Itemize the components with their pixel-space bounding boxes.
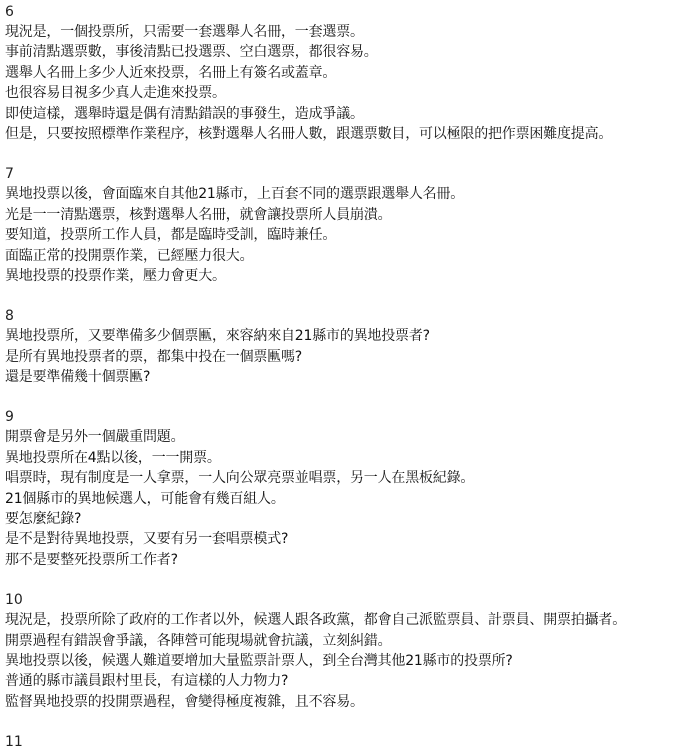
paragraph-gap [5, 387, 688, 405]
text-line: 也很容易目視多少真人走進來投票。 [5, 85, 226, 102]
paragraph-gap [5, 570, 688, 588]
section-number: 6 [5, 4, 14, 20]
section-10 [5, 590, 688, 712]
text-line: 異地投票的投票作業，壓力會更大。 [5, 267, 226, 284]
text-line: 即使這樣，選舉時還是偶有清點錯誤的事發生，造成爭議。 [5, 105, 364, 122]
text-line: 監督異地投票的投開票過程，會變得極度複雜，且不容易。 [5, 693, 364, 710]
paragraph-gap [5, 712, 688, 730]
section-number: 8 [5, 308, 14, 325]
text-line: 異地投票以後，會面臨來自其他21縣市，上百套不同的選票跟選舉人名冊。 [5, 186, 465, 203]
text-line: 但是，只要按照標準作業程序，核對選舉人名冊人數，跟選票數目，可以極限的把作票困難度提高。 [5, 125, 613, 142]
document-body [5, 0, 688, 752]
section-9 [5, 407, 688, 570]
text-line: 選舉人名冊上多少人近來投票，名冊上有簽名或蓋章。 [5, 64, 337, 81]
section-number: 7 [5, 166, 14, 183]
paragraph-gap [5, 144, 688, 162]
text-line: 是不是對待異地投票，又要有另一套唱票模式? [5, 531, 289, 548]
text-line: 21個縣市的異地候選人，可能會有幾百組人。 [5, 490, 285, 507]
section-number-11: 11 [5, 734, 23, 751]
text-line: 光是一一清點選票，核對選舉人名冊，就會讓投票所人員崩潰。 [5, 206, 392, 223]
text-line: 面臨正常的投開票作業，已經壓力很大。 [5, 247, 254, 264]
text-line: 現況是，投票所除了政府的工作者以外，候選人跟各政黨，都會自己派監票員、計票員、開票拍攝者。 [5, 612, 626, 629]
paragraph-gap [5, 286, 688, 304]
text-line: 異地投票以後，候選人難道要增加大量監票計票人，到全台灣其他21縣市的投票所? [5, 652, 513, 669]
text-line: 異地投票所，又要準備多少個票匭，來容納來自21縣市的異地投票者? [5, 328, 430, 345]
section-number: 10 [5, 592, 23, 609]
text-line: 要知道，投票所工作人員，都是臨時受訓，臨時兼任。 [5, 227, 337, 244]
section-6 [5, 2, 688, 144]
text-line: 開票過程有錯誤會爭議，各陣營可能現場就會抗議，立刻糾錯。 [5, 632, 392, 649]
section-number: 9 [5, 409, 14, 426]
text-line: 開票會是另外一個嚴重問題。 [5, 429, 185, 446]
text-line: 事前清點選票數，事後清點已投選票、空白選票，都很容易。 [5, 44, 378, 61]
section-7 [5, 164, 688, 286]
text-line: 異地投票所在4點以後，一一開票。 [5, 449, 221, 466]
text-line: 還是要準備幾十個票匭? [5, 369, 151, 386]
text-line: 唱票時，現有制度是一人拿票，一人向公眾亮票並唱票，另一人在黑板紀錄。 [5, 470, 475, 487]
text-line: 要怎麼紀錄? [5, 511, 82, 528]
text-line: 那不是要整死投票所工作者? [5, 551, 178, 568]
text-line: 普通的縣市議員跟村里長，有這樣的人力物力? [5, 673, 289, 690]
text-line: 現況是，一個投票所，只需要一套選舉人名冊，一套選票。 [5, 24, 364, 40]
text-line: 是所有異地投票者的票，都集中投在一個票匭嗎? [5, 348, 303, 365]
section-8 [5, 306, 688, 387]
